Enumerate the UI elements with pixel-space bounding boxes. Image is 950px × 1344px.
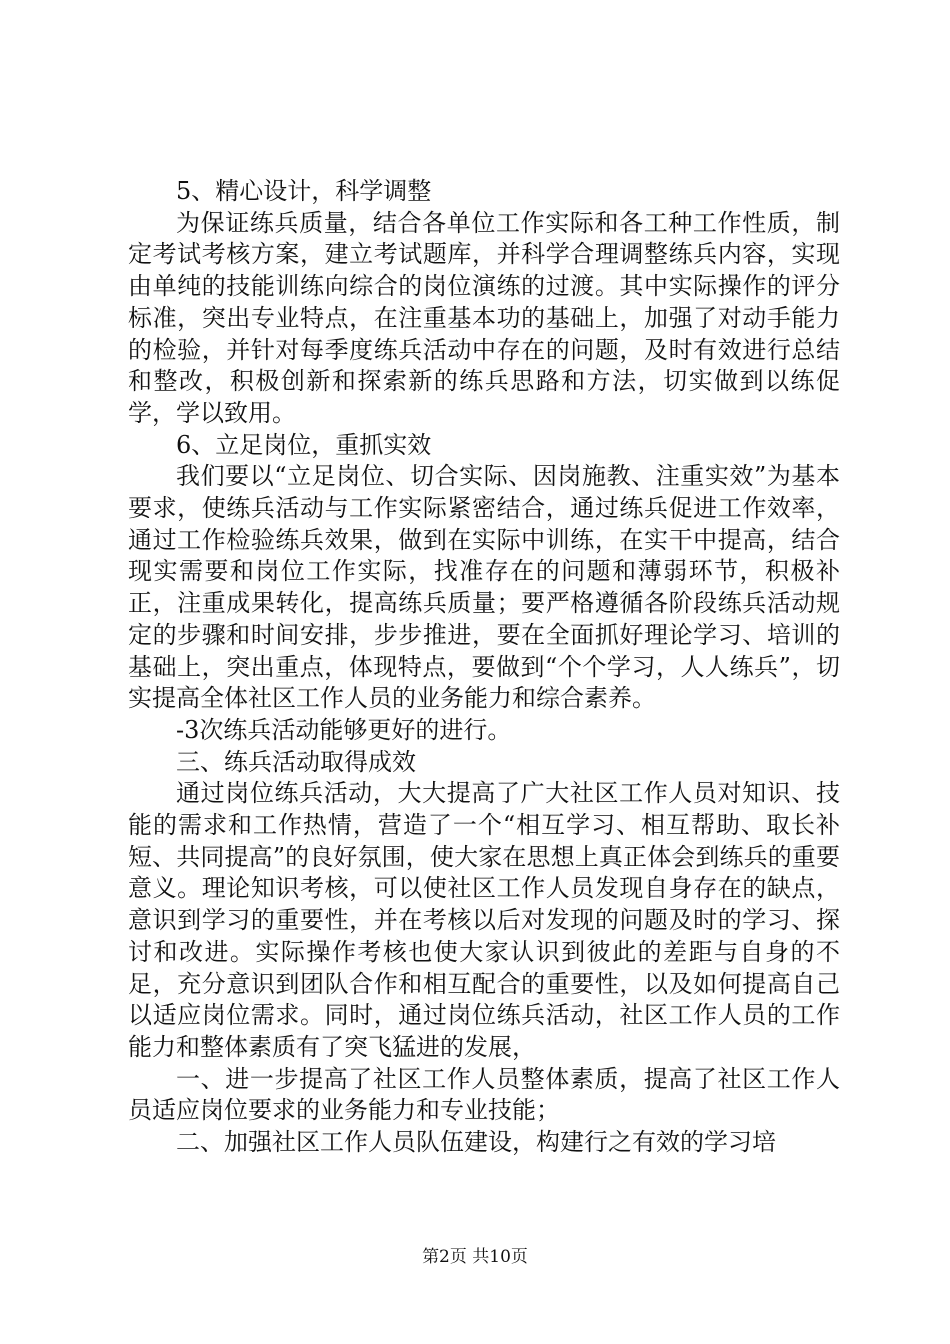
section-heading-6: 6、立足岗位，重抓实效: [176, 430, 432, 459]
paragraph: 通过岗位练兵活动，大大提高了广大社区工作人员对知识、技能的需求和工作热情，营造了一个“相互学习、相互帮助、取长补短、共同提高”的良好氛围，使大家在思想上真正体会到练兵的重要意义。理论知识考核，可以使社区工作人员发现自身存在的缺点，意识到学习的重要性，并在考核以后对发现的问题及时的学习、探讨和改进。实际操作考核也使大家认识到彼此的差距与自身的不足，充分意识到团队合作和相互配合的重要性，以及如何提高自己以适应岗位需求。同时，通过岗位练兵活动，社区工作人员的工作能力和整体素质有了突飞猛进的发展，: [128, 779, 840, 1061]
paragraph: -3次练兵活动能够更好的进行。: [176, 715, 512, 744]
paragraph: 二、加强社区工作人员队伍建设，构建行之有效的学习培: [176, 1128, 776, 1157]
document-body: [128, 176, 840, 1159]
section-heading-5: 5、精心设计，科学调整: [176, 177, 432, 205]
paragraph: 为保证练兵质量，结合各单位工作实际和各工种工作性质，制定考试考核方案，建立考试题库，并科学合理调整练兵内容，实现由单纯的技能训练向综合的岗位演练的过渡。其中实际操作的评分标准，突出专业特点，在注重基本功的基础上，加强了对动手能力的检验，并针对每季度练兵活动中存在的问题，及时有效进行总结和整改，积极创新和探索新的练兵思路和方法，切实做到以练促学，学以致用。: [128, 208, 840, 427]
paragraph: 一、进一步提高了社区工作人员整体素质，提高了社区工作人员适应岗位要求的业务能力和专业技能；: [128, 1064, 840, 1125]
page-footer: 第2页 共10页: [422, 1247, 528, 1267]
paragraph: 我们要以“立足岗位、切合实际、因岗施教、注重实效”为基本要求，使练兵活动与工作实际紧密结合，通过练兵促进工作效率，通过工作检验练兵效果，做到在实际中训练，在实干中提高，结合现实需要和岗位工作实际，找准存在的问题和薄弱环节，积极补正，注重成果转化，提高练兵质量；要严格遵循各阶段练兵活动规定的步骤和时间安排，步步推进，要在全面抓好理论学习、培训的基础上，突出重点，体现特点，要做到“个个学习，人人练兵”，切实提高全体社区工作人员的业务能力和综合素养。: [128, 462, 840, 713]
section-heading-3: 三、练兵活动取得成效: [176, 747, 416, 776]
